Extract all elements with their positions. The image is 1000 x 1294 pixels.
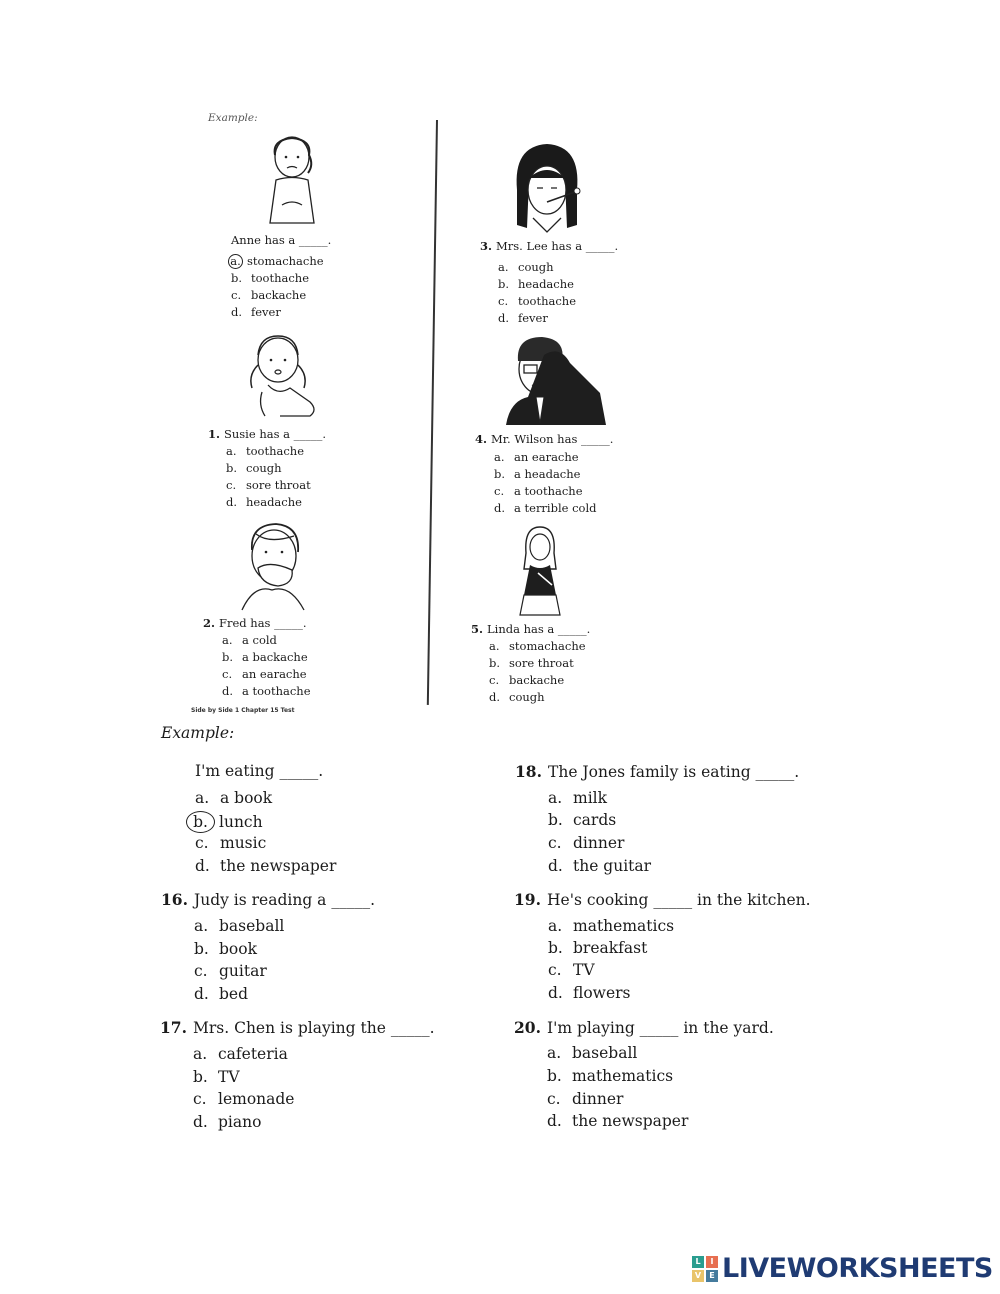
q19-prompt — [514, 890, 811, 909]
question-text: Mrs. Chen is playing the _____. — [193, 1019, 435, 1037]
option-letter: a. — [548, 789, 563, 807]
footer-note: Side by Side 1 Chapter 15 Test — [191, 707, 295, 714]
example-label-top: Example: — [208, 112, 258, 124]
option-letter: c. — [494, 484, 505, 498]
option-letter: d. — [231, 305, 243, 319]
option-letter: c. — [548, 961, 562, 979]
q2-prompt — [203, 616, 307, 630]
mr-wilson-illustration — [500, 333, 610, 428]
option-letter: d. — [226, 495, 238, 509]
option-text: music — [220, 834, 267, 852]
question-text: I'm playing _____ in the yard. — [547, 1019, 774, 1037]
option-text: TV — [573, 961, 595, 979]
example-bottom-option-d[interactable] — [195, 857, 336, 875]
option-letter: b. — [231, 271, 243, 285]
logo-block-e: E — [706, 1270, 718, 1282]
example-prompt-bottom: I'm eating _____. — [195, 762, 324, 780]
option-text: piano — [218, 1113, 262, 1131]
logo-block-v: V — [692, 1270, 704, 1282]
q20-option-b[interactable] — [547, 1067, 673, 1085]
question-text: Mrs. Lee has a _____. — [496, 239, 619, 253]
option-letter: d. — [547, 1112, 562, 1130]
q20-option-a[interactable] — [547, 1044, 637, 1062]
option-letter: b. — [547, 1067, 562, 1085]
q18-option-a[interactable] — [548, 789, 607, 807]
circle-mark: b. — [186, 811, 215, 833]
option-letter: b. — [498, 277, 510, 291]
question-text: Linda has a _____. — [487, 622, 591, 636]
option-letter: c. — [548, 834, 562, 852]
q17-option-d[interactable] — [193, 1113, 261, 1131]
example-option-c[interactable] — [231, 288, 306, 302]
option-text: dinner — [573, 834, 625, 852]
option-text: backache — [509, 673, 565, 687]
option-text: fever — [518, 311, 548, 325]
anne-illustration — [262, 135, 322, 230]
question-number: 20. — [514, 1018, 541, 1037]
option-letter: c. — [222, 667, 233, 681]
option-text: a toothache — [242, 684, 311, 698]
option-letter: d. — [194, 985, 209, 1003]
option-text: guitar — [219, 962, 267, 980]
option-text: a terrible cold — [514, 501, 597, 515]
column-divider — [427, 120, 438, 705]
q3-prompt — [480, 239, 618, 253]
question-text: Mr. Wilson has _____. — [491, 432, 614, 446]
q17-prompt — [160, 1018, 435, 1037]
example-bottom-option-a[interactable] — [195, 789, 272, 807]
option-text: the guitar — [573, 857, 652, 875]
q1-option-d[interactable] — [226, 495, 302, 509]
q2-option-d[interactable] — [222, 684, 311, 698]
q18-option-c[interactable] — [548, 834, 624, 852]
q4-option-b[interactable] — [494, 467, 580, 481]
q19-option-c[interactable] — [548, 961, 595, 979]
q18-prompt — [515, 762, 799, 781]
circle-mark: a. — [228, 254, 243, 269]
q4-option-c[interactable] — [494, 484, 583, 498]
option-text: cough — [246, 461, 282, 475]
q5-option-c[interactable] — [489, 673, 564, 687]
q1-prompt — [208, 427, 326, 441]
option-text: TV — [218, 1068, 240, 1086]
option-letter: d. — [489, 690, 501, 704]
q4-prompt — [475, 432, 613, 446]
question-number: 18. — [515, 762, 542, 781]
option-letter: a. — [222, 633, 233, 647]
option-letter: b. — [222, 650, 234, 664]
option-letter: c. — [231, 288, 242, 302]
option-text: an earache — [242, 667, 307, 681]
q19-option-a[interactable] — [548, 917, 674, 935]
option-text: milk — [573, 789, 608, 807]
option-letter: c. — [195, 834, 209, 852]
q20-option-c[interactable] — [547, 1090, 623, 1108]
logo-block-i: I — [706, 1256, 718, 1268]
option-letter: d. — [548, 857, 563, 875]
q1-option-c[interactable] — [226, 478, 311, 492]
mrs-lee-illustration — [505, 140, 595, 235]
q3-option-b[interactable] — [498, 277, 574, 291]
option-letter: b. — [494, 467, 506, 481]
option-text: book — [219, 940, 257, 958]
option-letter: b. — [194, 940, 209, 958]
option-letter: c. — [226, 478, 237, 492]
option-text: toothache — [246, 444, 305, 458]
q17-option-c[interactable] — [193, 1090, 294, 1108]
q16-prompt — [161, 890, 375, 909]
logo-text: LIVEWORKSHEETS — [722, 1253, 993, 1284]
q19-option-b[interactable] — [548, 939, 647, 957]
question-number: 1. — [208, 427, 221, 441]
q3-option-d[interactable] — [498, 311, 548, 325]
option-letter: a. — [498, 260, 509, 274]
q3-option-c[interactable] — [498, 294, 576, 308]
option-letter: c. — [194, 962, 208, 980]
question-number: 5. — [471, 622, 484, 636]
q16-option-d[interactable] — [194, 985, 248, 1003]
option-text: lemonade — [218, 1090, 295, 1108]
fred-illustration — [234, 520, 309, 612]
q2-option-a[interactable] — [222, 633, 277, 647]
option-letter: a. — [548, 917, 563, 935]
option-letter: a. — [489, 639, 500, 653]
logo-block-l: L — [692, 1256, 704, 1268]
q5-option-a[interactable] — [489, 639, 586, 653]
option-letter: d. — [494, 501, 506, 515]
option-text: the newspaper — [220, 857, 337, 875]
q5-option-b[interactable] — [489, 656, 574, 670]
question-number: 4. — [475, 432, 488, 446]
q5-prompt — [471, 622, 590, 636]
option-text: a book — [220, 789, 273, 807]
option-text: stomachache — [509, 639, 586, 653]
option-text: breakfast — [573, 939, 648, 957]
option-text: stomachache — [247, 254, 324, 268]
example-option-a[interactable] — [231, 254, 324, 269]
q16-option-b[interactable] — [194, 940, 257, 958]
option-text: cough — [518, 260, 554, 274]
option-text: a backache — [242, 650, 308, 664]
option-text: cafeteria — [218, 1045, 288, 1063]
option-text: toothache — [251, 271, 310, 285]
q17-option-a[interactable] — [193, 1045, 288, 1063]
option-letter: a. — [494, 450, 505, 464]
q20-prompt — [514, 1018, 774, 1037]
option-text: headache — [518, 277, 574, 291]
option-text: fever — [251, 305, 281, 319]
q20-option-d[interactable] — [547, 1112, 688, 1130]
option-text: lunch — [219, 813, 263, 831]
example-option-b[interactable] — [231, 271, 309, 285]
question-text: He's cooking _____ in the kitchen. — [547, 891, 811, 909]
q4-option-a[interactable] — [494, 450, 579, 464]
q3-option-a[interactable] — [498, 260, 554, 274]
example-option-d[interactable] — [231, 305, 281, 319]
option-text: bed — [219, 985, 249, 1003]
q19-option-d[interactable] — [548, 984, 630, 1002]
option-letter: a. — [193, 1045, 208, 1063]
option-letter: a. — [226, 444, 237, 458]
q18-option-b[interactable] — [548, 811, 616, 829]
option-letter: c. — [489, 673, 500, 687]
option-text: mathematics — [573, 917, 675, 935]
option-letter: b. — [548, 811, 563, 829]
option-letter: c. — [547, 1090, 561, 1108]
option-letter: d. — [498, 311, 510, 325]
liveworksheets-logo — [692, 1253, 993, 1284]
q1-option-b[interactable] — [226, 461, 282, 475]
option-letter: c. — [498, 294, 509, 308]
option-text: cough — [509, 690, 545, 704]
option-text: an earache — [514, 450, 579, 464]
q4-option-d[interactable] — [494, 501, 597, 515]
option-text: the newspaper — [572, 1112, 689, 1130]
option-letter: b. — [489, 656, 501, 670]
option-text: sore throat — [246, 478, 311, 492]
example-prompt-top: Anne has a _____. — [231, 233, 332, 247]
example-label-bottom: Example: — [161, 724, 235, 742]
example-bottom-option-b[interactable] — [195, 811, 263, 833]
question-number: 16. — [161, 890, 188, 909]
question-number: 2. — [203, 616, 216, 630]
option-letter: a. — [194, 917, 209, 935]
question-number: 3. — [480, 239, 493, 253]
logo-blocks-icon — [692, 1256, 718, 1282]
option-letter: b. — [548, 939, 563, 957]
q17-option-b[interactable] — [193, 1068, 240, 1086]
option-letter: a. — [547, 1044, 562, 1062]
option-text: a cold — [242, 633, 277, 647]
question-text: Judy is reading a _____. — [194, 891, 376, 909]
option-letter: c. — [193, 1090, 207, 1108]
option-text: cards — [573, 811, 617, 829]
question-text: Fred has _____. — [219, 616, 307, 630]
q5-option-d[interactable] — [489, 690, 545, 704]
option-text: a toothache — [514, 484, 583, 498]
option-letter: b. — [226, 461, 238, 475]
q16-option-c[interactable] — [194, 962, 267, 980]
option-text: headache — [246, 495, 302, 509]
option-letter: d. — [548, 984, 563, 1002]
option-text: dinner — [572, 1090, 624, 1108]
option-text: toothache — [518, 294, 577, 308]
q18-option-d[interactable] — [548, 857, 651, 875]
option-text: backache — [251, 288, 307, 302]
q16-option-a[interactable] — [194, 917, 284, 935]
question-text: The Jones family is eating _____. — [548, 763, 800, 781]
option-letter: b. — [193, 1068, 208, 1086]
option-letter: d. — [222, 684, 234, 698]
option-letter: d. — [195, 857, 210, 875]
option-text: baseball — [572, 1044, 638, 1062]
linda-illustration — [508, 523, 568, 618]
option-letter: a. — [195, 789, 210, 807]
question-text: Susie has a _____. — [224, 427, 327, 441]
q1-option-a[interactable] — [226, 444, 304, 458]
option-text: baseball — [219, 917, 285, 935]
option-text: a headache — [514, 467, 581, 481]
option-text: mathematics — [572, 1067, 674, 1085]
q2-option-b[interactable] — [222, 650, 308, 664]
question-number: 19. — [514, 890, 541, 909]
q2-option-c[interactable] — [222, 667, 307, 681]
question-number: 17. — [160, 1018, 187, 1037]
option-letter: d. — [193, 1113, 208, 1131]
susie-illustration — [240, 330, 325, 420]
option-text: sore throat — [509, 656, 574, 670]
example-bottom-option-c[interactable] — [195, 834, 266, 852]
option-text: flowers — [573, 984, 631, 1002]
